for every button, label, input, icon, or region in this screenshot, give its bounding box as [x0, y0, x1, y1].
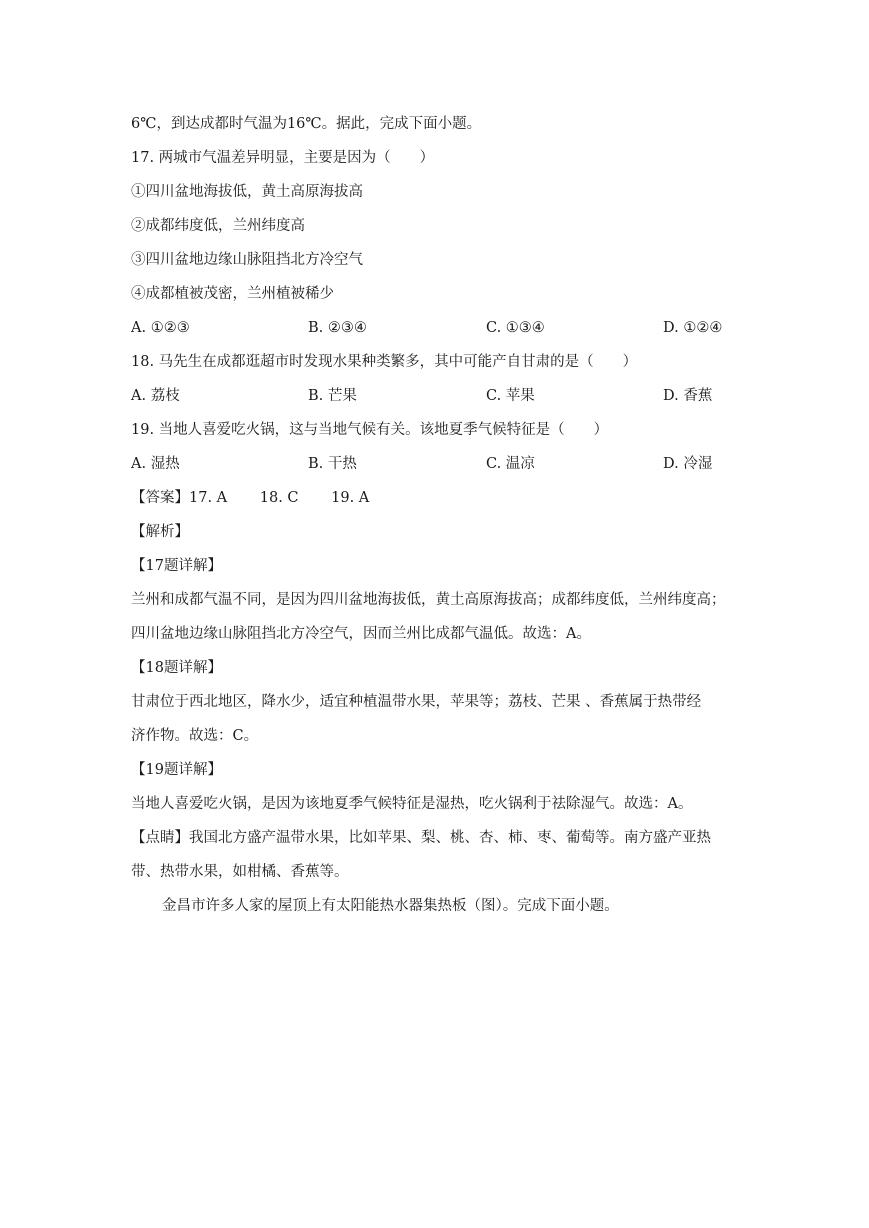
detail-17-label: 【17题详解】	[131, 558, 222, 574]
question-18-stem: 18. 马先生在成都逛超市时发现水果种类繁多，其中可能产自甘肃的是（ ）	[131, 354, 638, 370]
q17-item-4: ④成都植被茂密，兰州植被稀少	[131, 286, 334, 302]
q19-option-d: D. 冷湿	[663, 456, 713, 472]
tip-line-1: 【点睛】我国北方盛产温带水果，比如苹果、梨、桃、杏、柿、枣、葡萄等。南方盛产亚热	[131, 830, 711, 846]
detail-19-label: 【19题详解】	[131, 762, 222, 778]
q17-item-2: ②成都纬度低，兰州纬度高	[131, 218, 305, 234]
detail-18-label: 【18题详解】	[131, 660, 222, 676]
detail-18-line-2: 济作物。故选：C。	[131, 728, 259, 744]
q17-option-b: B. ②③④	[308, 320, 367, 336]
question-19-stem: 19. 当地人喜爱吃火锅，这与当地气候有关。该地夏季气候特征是（ ）	[131, 422, 609, 438]
answer-19: 19. A	[331, 490, 370, 506]
q17-item-1: ①四川盆地海拔低，黄土高原海拔高	[131, 184, 363, 200]
q19-option-b: B. 干热	[308, 456, 357, 472]
next-intro-text: 金昌市许多人家的屋顶上有太阳能热水器集热板（图）。完成下面小题。	[162, 898, 619, 914]
tip-line-2: 带、热带水果，如柑橘、香蕉等。	[131, 864, 349, 880]
q19-option-c: C. 温凉	[486, 456, 535, 472]
detail-18-line-1: 甘肃位于西北地区，降水少，适宜种植温带水果，苹果等；荔枝、芒果 、香蕉属于热带经	[131, 694, 702, 710]
q17-option-d: D. ①②④	[663, 320, 723, 336]
question-17-stem: 17. 两城市气温差异明显，主要是因为（ ）	[131, 150, 435, 166]
q19-option-a: A. 湿热	[131, 456, 180, 472]
q18-option-a: A. 荔枝	[131, 388, 180, 404]
answer-18: 18. C	[259, 490, 299, 506]
detail-17-line-2: 四川盆地边缘山脉阻挡北方冷空气，因而兰州比成都气温低。故选：A。	[131, 626, 591, 642]
intro-tail-text: 6℃，到达成都时气温为16℃。据此，完成下面小题。	[131, 116, 482, 132]
q17-option-c: C. ①③④	[486, 320, 545, 336]
q17-item-3: ③四川盆地边缘山脉阻挡北方冷空气	[131, 252, 363, 268]
q17-option-a: A. ①②③	[131, 320, 190, 336]
answer-17: 【答案】17. A	[131, 490, 228, 506]
q18-option-c: C. 苹果	[486, 388, 535, 404]
detail-17-line-1: 兰州和成都气温不同，是因为四川盆地海拔低，黄土高原海拔高；成都纬度低，兰州纬度高；	[131, 592, 726, 608]
q18-option-b: B. 芒果	[308, 388, 357, 404]
answer-line	[131, 488, 369, 508]
analysis-label: 【解析】	[131, 524, 189, 540]
detail-19-line-1: 当地人喜爱吃火锅，是因为该地夏季气候特征是湿热，吃火锅利于祛除湿气。故选：A。	[131, 796, 693, 812]
q18-option-d: D. 香蕉	[663, 388, 713, 404]
